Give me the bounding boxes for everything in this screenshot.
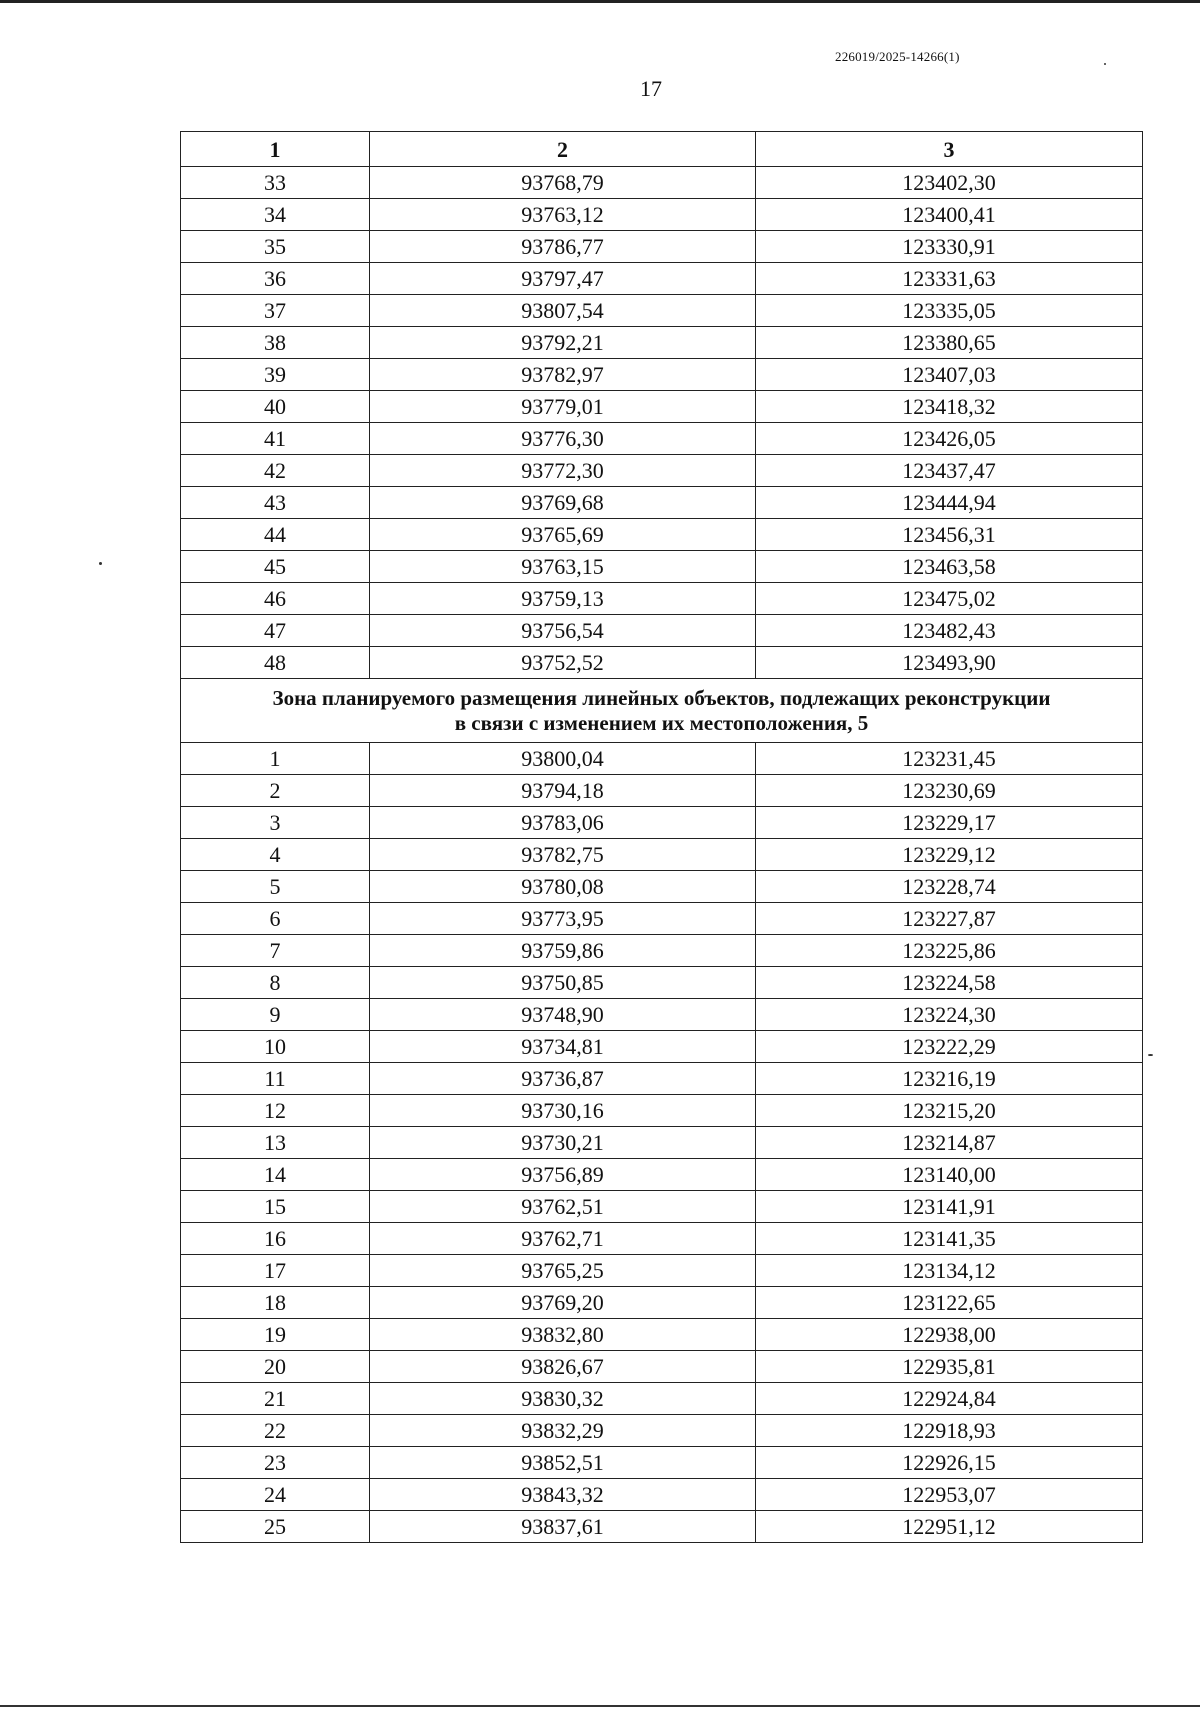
x-coordinate-cell: 93782,75 <box>370 839 756 871</box>
y-coordinate-cell: 123231,45 <box>756 743 1143 775</box>
x-coordinate-cell: 93730,21 <box>370 1127 756 1159</box>
document-id: 226019/2025-14266(1) <box>835 49 960 64</box>
x-coordinate-cell: 93779,01 <box>370 391 756 423</box>
table-row <box>181 1159 1143 1191</box>
x-coordinate-cell: 93794,18 <box>370 775 756 807</box>
point-number-cell: 10 <box>181 1031 370 1063</box>
x-coordinate-cell: 93752,52 <box>370 647 756 679</box>
x-coordinate-cell: 93772,30 <box>370 455 756 487</box>
table-row <box>181 999 1143 1031</box>
point-number-cell: 8 <box>181 967 370 999</box>
table-row <box>181 519 1143 551</box>
point-number-cell: 19 <box>181 1319 370 1351</box>
scan-speck <box>1148 1054 1153 1056</box>
y-coordinate-cell: 122918,93 <box>756 1415 1143 1447</box>
y-coordinate-cell: 122935,81 <box>756 1351 1143 1383</box>
scan-top-edge <box>0 0 1200 3</box>
y-coordinate-cell: 123222,29 <box>756 1031 1143 1063</box>
y-coordinate-cell: 123380,65 <box>756 327 1143 359</box>
table-row <box>181 967 1143 999</box>
table-row <box>181 551 1143 583</box>
y-coordinate-cell: 123229,12 <box>756 839 1143 871</box>
y-coordinate-cell: 123437,47 <box>756 455 1143 487</box>
x-coordinate-cell: 93762,51 <box>370 1191 756 1223</box>
table-row <box>181 295 1143 327</box>
table-row <box>181 359 1143 391</box>
point-number-cell: 9 <box>181 999 370 1031</box>
coordinates-table <box>180 131 1143 1543</box>
x-coordinate-cell: 93730,16 <box>370 1095 756 1127</box>
point-number-cell: 37 <box>181 295 370 327</box>
point-number-cell: 13 <box>181 1127 370 1159</box>
point-number-cell: 48 <box>181 647 370 679</box>
y-coordinate-cell: 122926,15 <box>756 1447 1143 1479</box>
section-title-line1: Зона планируемого размещения линейных объектов, подлежащих реконструкции <box>272 685 1051 710</box>
point-number-cell: 36 <box>181 263 370 295</box>
table-row <box>181 871 1143 903</box>
table-row <box>181 807 1143 839</box>
table-row <box>181 1319 1143 1351</box>
x-coordinate-cell: 93763,15 <box>370 551 756 583</box>
header-col-3: 3 <box>756 132 1143 167</box>
y-coordinate-cell: 123444,94 <box>756 487 1143 519</box>
y-coordinate-cell: 123228,74 <box>756 871 1143 903</box>
rows-before-section <box>181 167 1143 679</box>
point-number-cell: 23 <box>181 1447 370 1479</box>
table-row <box>181 487 1143 519</box>
table-row <box>181 391 1143 423</box>
point-number-cell: 16 <box>181 1223 370 1255</box>
page-number: 17 <box>640 76 662 101</box>
table-row <box>181 935 1143 967</box>
table-row <box>181 1511 1143 1543</box>
point-number-cell: 7 <box>181 935 370 967</box>
point-number-cell: 38 <box>181 327 370 359</box>
point-number-cell: 33 <box>181 167 370 199</box>
x-coordinate-cell: 93830,32 <box>370 1383 756 1415</box>
y-coordinate-cell: 122924,84 <box>756 1383 1143 1415</box>
table-row <box>181 647 1143 679</box>
x-coordinate-cell: 93782,97 <box>370 359 756 391</box>
point-number-cell: 15 <box>181 1191 370 1223</box>
table-row <box>181 167 1143 199</box>
x-coordinate-cell: 93734,81 <box>370 1031 756 1063</box>
point-number-cell: 5 <box>181 871 370 903</box>
y-coordinate-cell: 123216,19 <box>756 1063 1143 1095</box>
header-col-2: 2 <box>370 132 756 167</box>
table-row <box>181 1415 1143 1447</box>
y-coordinate-cell: 123331,63 <box>756 263 1143 295</box>
point-number-cell: 11 <box>181 1063 370 1095</box>
y-coordinate-cell: 123335,05 <box>756 295 1143 327</box>
table-row <box>181 1383 1143 1415</box>
x-coordinate-cell: 93765,25 <box>370 1255 756 1287</box>
y-coordinate-cell: 123229,17 <box>756 807 1143 839</box>
x-coordinate-cell: 93852,51 <box>370 1447 756 1479</box>
y-coordinate-cell: 123407,03 <box>756 359 1143 391</box>
y-coordinate-cell: 123482,43 <box>756 615 1143 647</box>
x-coordinate-cell: 93776,30 <box>370 423 756 455</box>
table-row <box>181 1191 1143 1223</box>
x-coordinate-cell: 93769,20 <box>370 1287 756 1319</box>
table-row <box>181 1287 1143 1319</box>
x-coordinate-cell: 93832,29 <box>370 1415 756 1447</box>
y-coordinate-cell: 123141,91 <box>756 1191 1143 1223</box>
y-coordinate-cell: 123463,58 <box>756 551 1143 583</box>
header-row <box>181 132 1143 167</box>
point-number-cell: 44 <box>181 519 370 551</box>
point-number-cell: 40 <box>181 391 370 423</box>
table-row <box>181 1031 1143 1063</box>
table-row <box>181 775 1143 807</box>
y-coordinate-cell: 123227,87 <box>756 903 1143 935</box>
table-row <box>181 583 1143 615</box>
y-coordinate-cell: 123224,58 <box>756 967 1143 999</box>
table-row <box>181 1223 1143 1255</box>
y-coordinate-cell: 123122,65 <box>756 1287 1143 1319</box>
point-number-cell: 45 <box>181 551 370 583</box>
point-number-cell: 47 <box>181 615 370 647</box>
y-coordinate-cell: 123493,90 <box>756 647 1143 679</box>
point-number-cell: 34 <box>181 199 370 231</box>
y-coordinate-cell: 123400,41 <box>756 199 1143 231</box>
x-coordinate-cell: 93780,08 <box>370 871 756 903</box>
point-number-cell: 20 <box>181 1351 370 1383</box>
y-coordinate-cell: 123402,30 <box>756 167 1143 199</box>
point-number-cell: 6 <box>181 903 370 935</box>
point-number-cell: 21 <box>181 1383 370 1415</box>
x-coordinate-cell: 93786,77 <box>370 231 756 263</box>
x-coordinate-cell: 93807,54 <box>370 295 756 327</box>
rows-after-section <box>181 743 1143 1543</box>
table-row <box>181 1127 1143 1159</box>
x-coordinate-cell: 93800,04 <box>370 743 756 775</box>
point-number-cell: 1 <box>181 743 370 775</box>
table-row <box>181 1063 1143 1095</box>
header-col-1: 1 <box>181 132 370 167</box>
point-number-cell: 2 <box>181 775 370 807</box>
x-coordinate-cell: 93826,67 <box>370 1351 756 1383</box>
y-coordinate-cell: 123230,69 <box>756 775 1143 807</box>
y-coordinate-cell: 123134,12 <box>756 1255 1143 1287</box>
y-coordinate-cell: 122953,07 <box>756 1479 1143 1511</box>
section-title <box>181 679 1143 743</box>
table-row <box>181 1447 1143 1479</box>
point-number-cell: 4 <box>181 839 370 871</box>
x-coordinate-cell: 93783,06 <box>370 807 756 839</box>
point-number-cell: 17 <box>181 1255 370 1287</box>
y-coordinate-cell: 123418,32 <box>756 391 1143 423</box>
table-row <box>181 263 1143 295</box>
y-coordinate-cell: 123456,31 <box>756 519 1143 551</box>
x-coordinate-cell: 93750,85 <box>370 967 756 999</box>
table-row <box>181 1351 1143 1383</box>
y-coordinate-cell: 122938,00 <box>756 1319 1143 1351</box>
y-coordinate-cell: 123475,02 <box>756 583 1143 615</box>
point-number-cell: 12 <box>181 1095 370 1127</box>
y-coordinate-cell: 123225,86 <box>756 935 1143 967</box>
table-row <box>181 1255 1143 1287</box>
table-row <box>181 199 1143 231</box>
point-number-cell: 43 <box>181 487 370 519</box>
table-row <box>181 423 1143 455</box>
scan-speck <box>1104 63 1106 65</box>
point-number-cell: 46 <box>181 583 370 615</box>
x-coordinate-cell: 93769,68 <box>370 487 756 519</box>
x-coordinate-cell: 93759,13 <box>370 583 756 615</box>
scan-speck <box>99 562 102 565</box>
point-number-cell: 18 <box>181 1287 370 1319</box>
y-coordinate-cell: 122951,12 <box>756 1511 1143 1543</box>
point-number-cell: 3 <box>181 807 370 839</box>
x-coordinate-cell: 93759,86 <box>370 935 756 967</box>
table-row <box>181 839 1143 871</box>
x-coordinate-cell: 93768,79 <box>370 167 756 199</box>
table-row <box>181 615 1143 647</box>
y-coordinate-cell: 123426,05 <box>756 423 1143 455</box>
x-coordinate-cell: 93748,90 <box>370 999 756 1031</box>
x-coordinate-cell: 93736,87 <box>370 1063 756 1095</box>
x-coordinate-cell: 93756,54 <box>370 615 756 647</box>
section-row <box>181 679 1143 743</box>
x-coordinate-cell: 93762,71 <box>370 1223 756 1255</box>
x-coordinate-cell: 93832,80 <box>370 1319 756 1351</box>
point-number-cell: 22 <box>181 1415 370 1447</box>
y-coordinate-cell: 123330,91 <box>756 231 1143 263</box>
point-number-cell: 35 <box>181 231 370 263</box>
y-coordinate-cell: 123140,00 <box>756 1159 1143 1191</box>
point-number-cell: 25 <box>181 1511 370 1543</box>
point-number-cell: 41 <box>181 423 370 455</box>
table-row <box>181 1095 1143 1127</box>
x-coordinate-cell: 93773,95 <box>370 903 756 935</box>
table-row <box>181 903 1143 935</box>
x-coordinate-cell: 93843,32 <box>370 1479 756 1511</box>
point-number-cell: 14 <box>181 1159 370 1191</box>
section-title-line2: в связи с изменением их местоположения, 5 <box>454 710 869 735</box>
y-coordinate-cell: 123141,35 <box>756 1223 1143 1255</box>
table-row <box>181 231 1143 263</box>
x-coordinate-cell: 93765,69 <box>370 519 756 551</box>
x-coordinate-cell: 93797,47 <box>370 263 756 295</box>
x-coordinate-cell: 93837,61 <box>370 1511 756 1543</box>
y-coordinate-cell: 123224,30 <box>756 999 1143 1031</box>
table-row <box>181 743 1143 775</box>
point-number-cell: 39 <box>181 359 370 391</box>
x-coordinate-cell: 93792,21 <box>370 327 756 359</box>
y-coordinate-cell: 123214,87 <box>756 1127 1143 1159</box>
table-row <box>181 455 1143 487</box>
point-number-cell: 42 <box>181 455 370 487</box>
x-coordinate-cell: 93756,89 <box>370 1159 756 1191</box>
x-coordinate-cell: 93763,12 <box>370 199 756 231</box>
point-number-cell: 24 <box>181 1479 370 1511</box>
table-row <box>181 327 1143 359</box>
scan-bottom-edge <box>0 1705 1200 1707</box>
y-coordinate-cell: 123215,20 <box>756 1095 1143 1127</box>
table-row <box>181 1479 1143 1511</box>
